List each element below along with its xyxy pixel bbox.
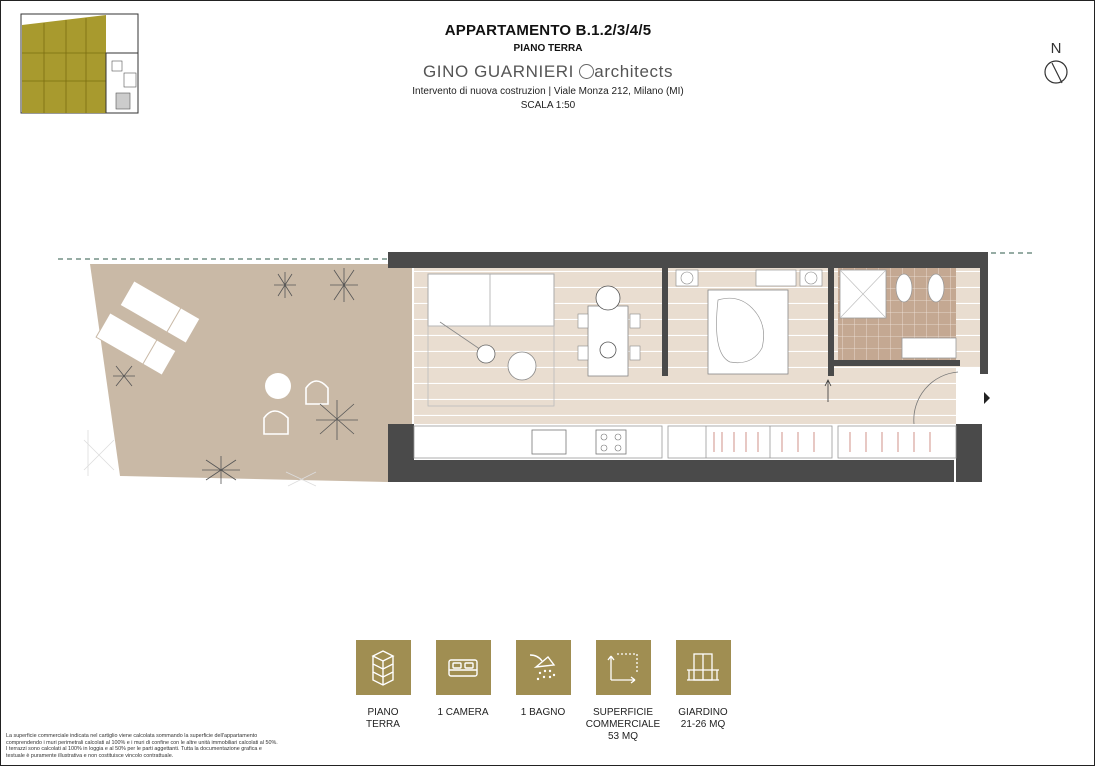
bed-icon xyxy=(436,640,491,695)
area-square-icon xyxy=(596,640,651,695)
floor-subtitle: PIANO TERRA xyxy=(513,43,583,54)
studio-name: GINO GUARNIERI xyxy=(422,62,574,81)
studio-suffix: architects xyxy=(594,62,674,81)
feature-bathrooms-label: 1 BAGNO xyxy=(520,707,566,718)
project-address: Intervento di nuova costruzion | Viale Monza 212, Milano (MI) xyxy=(412,86,684,97)
north-label: N xyxy=(1050,40,1062,57)
shower-icon xyxy=(516,640,571,695)
key-plan-thumbnail xyxy=(20,13,142,115)
feature-garden-label: GIARDINO 21-26 MQ xyxy=(678,707,728,730)
floor-plan-drawing xyxy=(50,240,1040,500)
drawing-scale: SCALA 1:50 xyxy=(520,100,576,111)
feature-floor-label: PIANO TERRA xyxy=(366,707,400,730)
feature-floor xyxy=(343,640,423,731)
studio-logo xyxy=(398,62,698,82)
feature-bedrooms xyxy=(423,640,503,719)
north-arrow xyxy=(1040,40,1072,92)
feature-area xyxy=(583,640,663,743)
feature-bathrooms xyxy=(503,640,583,719)
feature-bedrooms-label: 1 CAMERA xyxy=(437,707,489,718)
page-title: APPARTAMENTO B.1.2/3/4/5 xyxy=(444,22,652,39)
garden-gate-icon xyxy=(676,640,731,695)
footnote: La superficie commerciale indicata nel cartiglio viene calcolata sommando la superficie dell'appartamento comprendendo i muri perimetrali calcolati al 100% e i muri di confine con le altre unità immobiliari calcolati al 50%. I terrazzi sono calcolati al 100% in loggia e al 50% per le parti aggettanti. Tutta la documentazione grafica e testuale è puramente illustrativa e non costituisce vincolo contrattuale. xyxy=(6,733,278,759)
feature-summary xyxy=(356,640,746,750)
title-block xyxy=(398,22,698,111)
feature-garden xyxy=(663,640,743,731)
north-compass-icon xyxy=(1040,57,1072,87)
studio-g-mark-icon xyxy=(579,64,594,79)
feature-area-label: SUPERFICIE COMMERCIALE 53 MQ xyxy=(585,707,661,742)
building-stack-icon xyxy=(356,640,411,695)
